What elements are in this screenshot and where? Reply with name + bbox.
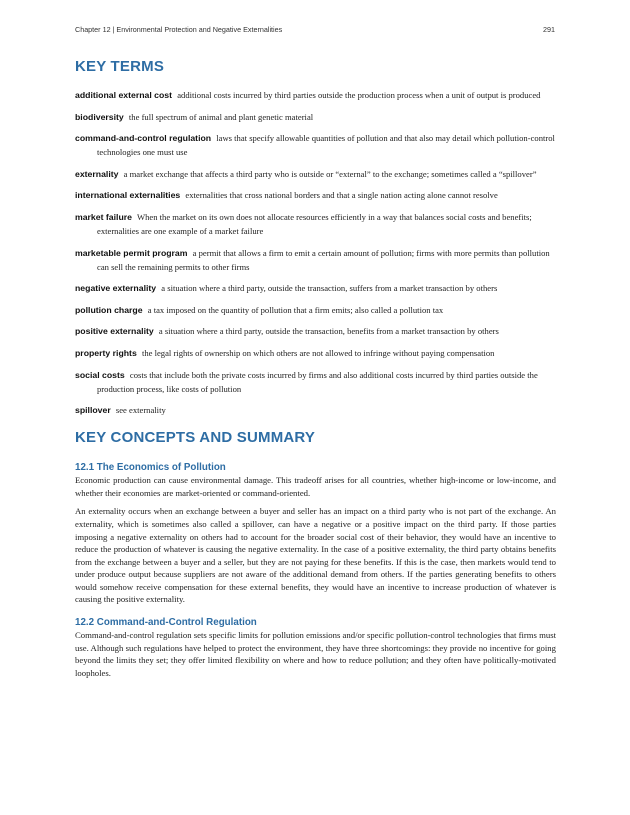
term-definition: a tax imposed on the quantity of pollution that a firm emits; also called a pollution tax (147, 304, 444, 315)
term-definition: additional costs incurred by third parties outside the production process when a unit of output is produced (177, 90, 541, 100)
term-word: spillover (75, 405, 111, 416)
term-entry (75, 303, 556, 317)
term-word: international externalities (75, 190, 181, 201)
term-definition: a market exchange that affects a third party who is outside or “external” to the exchange; sometimes called a “spillover” (123, 168, 537, 179)
term-definition: see externality (115, 405, 166, 416)
term-entry (75, 88, 556, 102)
term-word: social costs (75, 369, 125, 380)
term-entry (75, 346, 556, 360)
section-heading: 12.2 Command-and-Control Regulation (75, 617, 257, 629)
term-definition: a situation where a third party, outside the transaction, suffers from a market transaction by others (161, 283, 498, 294)
term-word: additional external cost (75, 90, 173, 100)
term-entry (75, 403, 556, 417)
term-word: property rights (75, 347, 137, 358)
summary-paragraph: An externality occurs when an exchange between a buyer and seller has an impact on a third party who is not part of the exchange. An externality, which is sometimes also called a spillover, can have a negative or a positive impact on the third party. If those parties imposing a negative externality on others had to account for the broader social cost of their behavior, they would have an incentive to reduce the production of whatever is causing the negative externality. In the case of a positive externality, the third party obtains benefits from the exchange between a buyer and a seller, but they are not paying for these benefits. If this is the case, then markets would tend to under produce output because suppliers are not aware of the additional demand from others. If the parties generating benefits to others would somehow receive compensation for these external benefits, they would have an incentive to increase production of whatever is causing the positive externality. (75, 506, 556, 605)
term-entry (75, 368, 556, 396)
term-entry (75, 281, 556, 295)
term-word: biodiversity (75, 111, 124, 122)
term-entry (75, 131, 556, 159)
term-word: market failure (75, 211, 132, 222)
term-definition: the full spectrum of animal and plant genetic material (128, 111, 314, 122)
term-word: positive externality (75, 326, 154, 337)
term-word: marketable permit program (75, 247, 188, 258)
page-content (75, 58, 556, 685)
term-entry (75, 110, 556, 124)
term-word: externality (75, 168, 119, 179)
section-heading: 12.1 The Economics of Pollution (75, 462, 226, 474)
page-number: 291 (543, 25, 555, 34)
term-entry (75, 188, 556, 202)
term-word: command-and-control regulation (75, 133, 212, 144)
page-header (75, 25, 555, 37)
term-entry (75, 167, 556, 181)
term-definition: When the market on its own does not allocate resources efficiently in a way that balances social costs and benefits; externalities are one example of a market failure (97, 211, 532, 236)
summary-paragraph: Command-and-control regulation sets specific limits for pollution emissions and/or specific pollution-control technologies that firms must use. Although such regulations have helped to protect the environment, they have three shortcomings: they provide no incentive for going beyond the limits they set; they offer limited flexibility on where and how to reduce pollution; and they often have politically-motivated loopholes. (75, 630, 556, 678)
term-definition: externalities that cross national borders and that a single nation acting alone cannot resolve (185, 190, 498, 201)
term-definition: a permit that allows a firm to emit a certain amount of pollution; firms with more permits than pollution can sell the remaining permits to other firms (97, 247, 550, 272)
term-definition: laws that specify allowable quantities of pollution and that also may detail which pollution-control technologies one must use (97, 133, 555, 158)
chapter-title: Chapter 12 | Environmental Protection and Negative Externalities (75, 25, 283, 34)
key-terms-list (75, 88, 556, 417)
summary-paragraph: Economic production can cause environmental damage. This tradeoff arises for all countries, whether high-income or low-income, and whether their economies are market-oriented or command-oriented. (75, 475, 556, 498)
term-word: negative externality (75, 283, 157, 294)
key-terms-heading: KEY TERMS (75, 58, 165, 75)
summary-section-12-1 (75, 462, 556, 606)
term-entry (75, 246, 556, 274)
term-definition: a situation where a third party, outside the transaction, benefits from a market transaction by others (158, 326, 499, 337)
term-entry (75, 210, 556, 238)
term-definition: the legal rights of ownership on which others are not allowed to infringe without paying compensation (141, 347, 495, 358)
term-entry (75, 324, 556, 338)
term-definition: costs that include both the private costs incurred by firms and also additional costs incurred by third parties outside the production process, like costs of pollution (97, 369, 538, 394)
key-concepts-heading: KEY CONCEPTS AND SUMMARY (75, 429, 316, 447)
summary-section-12-2 (75, 617, 556, 679)
term-word: pollution charge (75, 304, 143, 315)
